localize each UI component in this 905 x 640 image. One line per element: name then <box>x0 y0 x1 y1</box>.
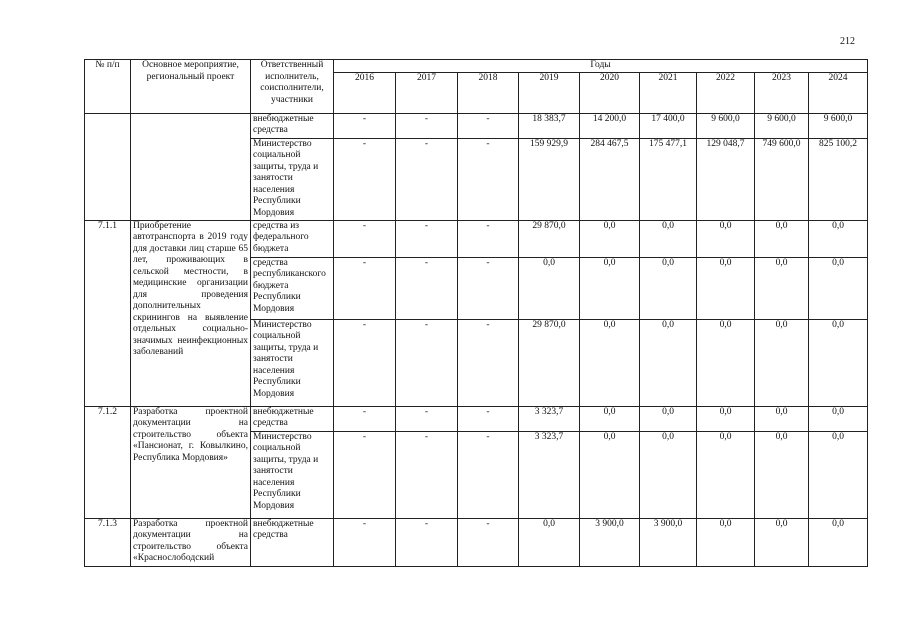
value-cell-2020: 0,0 <box>580 406 640 431</box>
value-cell-2024: 0,0 <box>809 319 868 406</box>
responsible-party: средства из федерального бюджета <box>251 220 334 257</box>
value-cell-2016: - <box>334 138 396 220</box>
value-cell-2019: 3 323,7 <box>519 406 580 431</box>
header-year-2020: 2020 <box>580 72 640 113</box>
value-cell-2021: 0,0 <box>640 431 697 518</box>
value-cell-2022: 0,0 <box>697 257 755 319</box>
table-row <box>85 518 868 566</box>
header-responsible: Ответственный исполнитель, соисполнители, участники <box>251 60 334 114</box>
value-cell-2019: 159 929,9 <box>519 138 580 220</box>
value-cell-2021: 0,0 <box>640 257 697 319</box>
value-cell-2019: 18 383,7 <box>519 113 580 138</box>
value-cell-2016: - <box>334 257 396 319</box>
value-cell-2016: - <box>334 220 396 257</box>
header-year-2022: 2022 <box>697 72 755 113</box>
value-cell-2022: 0,0 <box>697 319 755 406</box>
value-cell-2020: 0,0 <box>580 257 640 319</box>
table-header <box>85 60 868 114</box>
value-cell-2022: 0,0 <box>697 518 755 566</box>
value-cell-2023: 0,0 <box>755 518 809 566</box>
table-row <box>85 113 868 138</box>
value-cell-2018: - <box>458 113 519 138</box>
responsible-party: Министерство социальной защиты, труда и занятости населения Республики Мордовия <box>251 138 334 220</box>
table-row <box>85 220 868 257</box>
value-cell-2022: 129 048,7 <box>697 138 755 220</box>
value-cell-2024: 9 600,0 <box>809 113 868 138</box>
value-cell-2018: - <box>458 257 519 319</box>
budget-table <box>84 59 868 567</box>
value-cell-2024: 0,0 <box>809 257 868 319</box>
header-year-2018: 2018 <box>458 72 519 113</box>
value-cell-2016: - <box>334 431 396 518</box>
header-year-2024: 2024 <box>809 72 868 113</box>
value-cell-2024: 825 100,2 <box>809 138 868 220</box>
value-cell-2023: 0,0 <box>755 257 809 319</box>
activity-name: Разработка проектной документации на строительство объекта «Пансионат, г. Ковылкино, Республика Мордовия» <box>131 406 251 518</box>
value-cell-2021: 175 477,1 <box>640 138 697 220</box>
value-cell-2023: 9 600,0 <box>755 113 809 138</box>
value-cell-2020: 0,0 <box>580 319 640 406</box>
responsible-party: Министерство социальной защиты, труда и занятости населения Республики Мордовия <box>251 319 334 406</box>
value-cell-2023: 0,0 <box>755 220 809 257</box>
value-cell-2021: 0,0 <box>640 220 697 257</box>
header-year-2021: 2021 <box>640 72 697 113</box>
page-number: 212 <box>840 36 855 47</box>
value-cell-2021: 0,0 <box>640 406 697 431</box>
value-cell-2017: - <box>396 406 458 431</box>
value-cell-2018: - <box>458 319 519 406</box>
responsible-party: внебюджетные средства <box>251 113 334 138</box>
value-cell-2024: 0,0 <box>809 406 868 431</box>
value-cell-2016: - <box>334 319 396 406</box>
responsible-party: внебюджетные средства <box>251 518 334 566</box>
value-cell-2019: 29 870,0 <box>519 220 580 257</box>
value-cell-2021: 0,0 <box>640 319 697 406</box>
value-cell-2020: 3 900,0 <box>580 518 640 566</box>
value-cell-2022: 0,0 <box>697 431 755 518</box>
value-cell-2023: 0,0 <box>755 406 809 431</box>
value-cell-2022: 0,0 <box>697 406 755 431</box>
row-number <box>85 113 131 220</box>
table-body <box>85 113 868 566</box>
value-cell-2016: - <box>334 518 396 566</box>
value-cell-2023: 749 600,0 <box>755 138 809 220</box>
value-cell-2020: 0,0 <box>580 431 640 518</box>
value-cell-2024: 0,0 <box>809 431 868 518</box>
row-number: 7.1.2 <box>85 406 131 518</box>
responsible-party: Министерство социальной защиты, труда и занятости населения Республики Мордовия <box>251 431 334 518</box>
value-cell-2022: 9 600,0 <box>697 113 755 138</box>
value-cell-2017: - <box>396 319 458 406</box>
value-cell-2019: 0,0 <box>519 518 580 566</box>
value-cell-2016: - <box>334 406 396 431</box>
row-number: 7.1.3 <box>85 518 131 566</box>
value-cell-2018: - <box>458 406 519 431</box>
value-cell-2021: 3 900,0 <box>640 518 697 566</box>
value-cell-2017: - <box>396 113 458 138</box>
header-year-2023: 2023 <box>755 72 809 113</box>
table-row <box>85 406 868 431</box>
value-cell-2019: 3 323,7 <box>519 431 580 518</box>
header-years-group: Годы <box>334 60 868 73</box>
header-year-2017: 2017 <box>396 72 458 113</box>
value-cell-2020: 14 200,0 <box>580 113 640 138</box>
value-cell-2018: - <box>458 220 519 257</box>
value-cell-2020: 284 467,5 <box>580 138 640 220</box>
value-cell-2018: - <box>458 518 519 566</box>
value-cell-2020: 0,0 <box>580 220 640 257</box>
value-cell-2024: 0,0 <box>809 518 868 566</box>
responsible-party: средства республиканского бюджета Республики Мордовия <box>251 257 334 319</box>
value-cell-2017: - <box>396 431 458 518</box>
value-cell-2016: - <box>334 113 396 138</box>
value-cell-2022: 0,0 <box>697 220 755 257</box>
value-cell-2024: 0,0 <box>809 220 868 257</box>
value-cell-2017: - <box>396 220 458 257</box>
responsible-party: внебюджетные средства <box>251 406 334 431</box>
row-number: 7.1.1 <box>85 220 131 406</box>
value-cell-2017: - <box>396 257 458 319</box>
header-activity: Основное мероприятие, региональный проект <box>131 60 251 114</box>
value-cell-2019: 29 870,0 <box>519 319 580 406</box>
activity-name: Приобретение автотранспорта в 2019 году для доставки лиц старше 65 лет, проживающих в сельской местности, в медицинские организации для проведения дополнительных скринингов на выявление отдельных социально-значимых неинфекционных заболеваний <box>131 220 251 406</box>
value-cell-2017: - <box>396 138 458 220</box>
activity-name <box>131 113 251 220</box>
value-cell-2018: - <box>458 431 519 518</box>
activity-name: Разработка проектной документации на строительство объекта «Краснослободский <box>131 518 251 566</box>
value-cell-2021: 17 400,0 <box>640 113 697 138</box>
value-cell-2018: - <box>458 138 519 220</box>
value-cell-2023: 0,0 <box>755 319 809 406</box>
header-year-2016: 2016 <box>334 72 396 113</box>
header-number: № п/п <box>85 60 131 114</box>
header-year-2019: 2019 <box>519 72 580 113</box>
value-cell-2019: 0,0 <box>519 257 580 319</box>
value-cell-2023: 0,0 <box>755 431 809 518</box>
value-cell-2017: - <box>396 518 458 566</box>
